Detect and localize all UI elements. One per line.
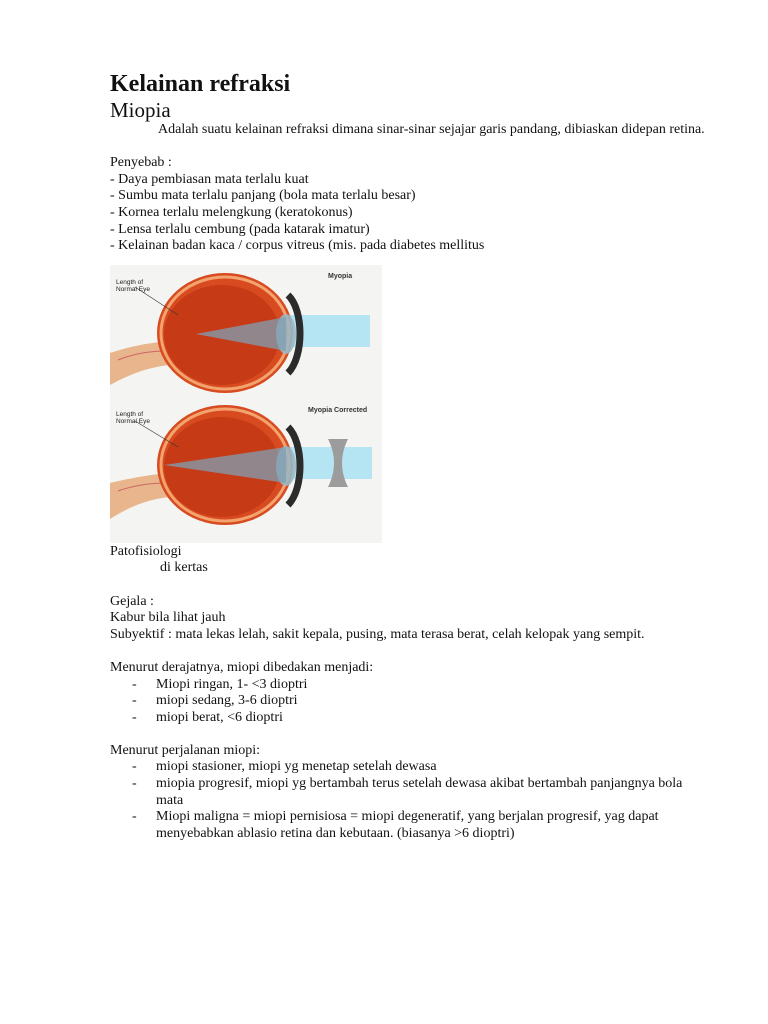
symptoms-heading: Gejala :: [110, 593, 154, 609]
dash-marker: -: [132, 676, 137, 692]
document-title: Kelainan refraksi: [110, 71, 291, 97]
cause-item: - Sumbu mata terlalu panjang (bola mata terlalu besar): [110, 188, 416, 204]
degree-section: [110, 660, 710, 726]
list-item: [110, 677, 710, 694]
list-item: [110, 693, 710, 710]
document-page: [110, 70, 710, 842]
normal-eye-label: Length of Normal Eye: [116, 278, 150, 294]
myopia-corrected-label: Myopia Corrected: [308, 406, 368, 414]
definition-paragraph: Adalah suatu kelainan refraksi dimana sinar-sinar sejajar garis pandang, dibiaskan didepan retina.: [158, 122, 705, 137]
symptom-line: Subyektif : mata lekas lelah, sakit kepala, pusing, mata terasa berat, celah kelopak yang sempit.: [110, 626, 645, 642]
dash-marker: -: [132, 709, 137, 725]
list-item: [110, 809, 710, 842]
list-item-text: miopi sedang, 3-6 dioptri: [156, 693, 298, 709]
list-item: [110, 776, 710, 809]
symptom-line: Kabur bila lihat jauh: [110, 610, 226, 626]
dash-marker: -: [132, 693, 137, 709]
causes-section: [110, 155, 710, 255]
cause-item: - Lensa terlalu cembung (pada katarak imatur): [110, 221, 370, 237]
course-heading: Menurut perjalanan miopi:: [110, 742, 261, 758]
myopia-corrected-diagram: [110, 403, 382, 543]
myopia-diagram: [110, 265, 382, 405]
list-item-text: miopi stasioner, miopi yg menetap setelah dewasa: [156, 759, 437, 775]
myopia-figure: [110, 265, 382, 540]
list-item-text: Miopi maligna = miopi pernisiosa = miopi degeneratif, yang berjalan progresif, yag dapat menyebabkan ablasio retina dan kebutaan. (biasanya >6 dioptri): [156, 809, 659, 841]
pathophysiology-section: [110, 544, 710, 577]
list-item-text: miopia progresif, miopi yg bertambah terus setelah dewasa akibat bertambah panjangnya bola mata: [156, 776, 683, 808]
dash-marker: -: [132, 759, 137, 775]
cause-item: - Kornea terlalu melengkung (keratokonus): [110, 204, 353, 220]
symptoms-section: [110, 594, 710, 644]
list-item: [110, 759, 710, 776]
myopia-label: Myopia: [328, 272, 353, 280]
list-item: [110, 710, 710, 727]
patho-heading: Patofisiologi: [110, 543, 182, 559]
section-title: Miopia: [110, 98, 171, 122]
patho-text: di kertas: [160, 560, 208, 576]
cause-item: - Daya pembiasan mata terlalu kuat: [110, 171, 309, 187]
cause-item: - Kelainan badan kaca / corpus vitreus (mis. pada diabetes mellitus: [110, 238, 485, 254]
causes-heading: Penyebab :: [110, 155, 172, 171]
degree-heading: Menurut derajatnya, miopi dibedakan menjadi:: [110, 659, 374, 675]
dash-marker: -: [132, 809, 137, 825]
normal-eye-label: Length of Normal Eye: [116, 410, 150, 426]
course-section: [110, 743, 710, 843]
dash-marker: -: [132, 776, 137, 792]
list-item-text: miopi berat, <6 dioptri: [156, 709, 283, 725]
list-item-text: Miopi ringan, 1- <3 dioptri: [156, 676, 308, 692]
